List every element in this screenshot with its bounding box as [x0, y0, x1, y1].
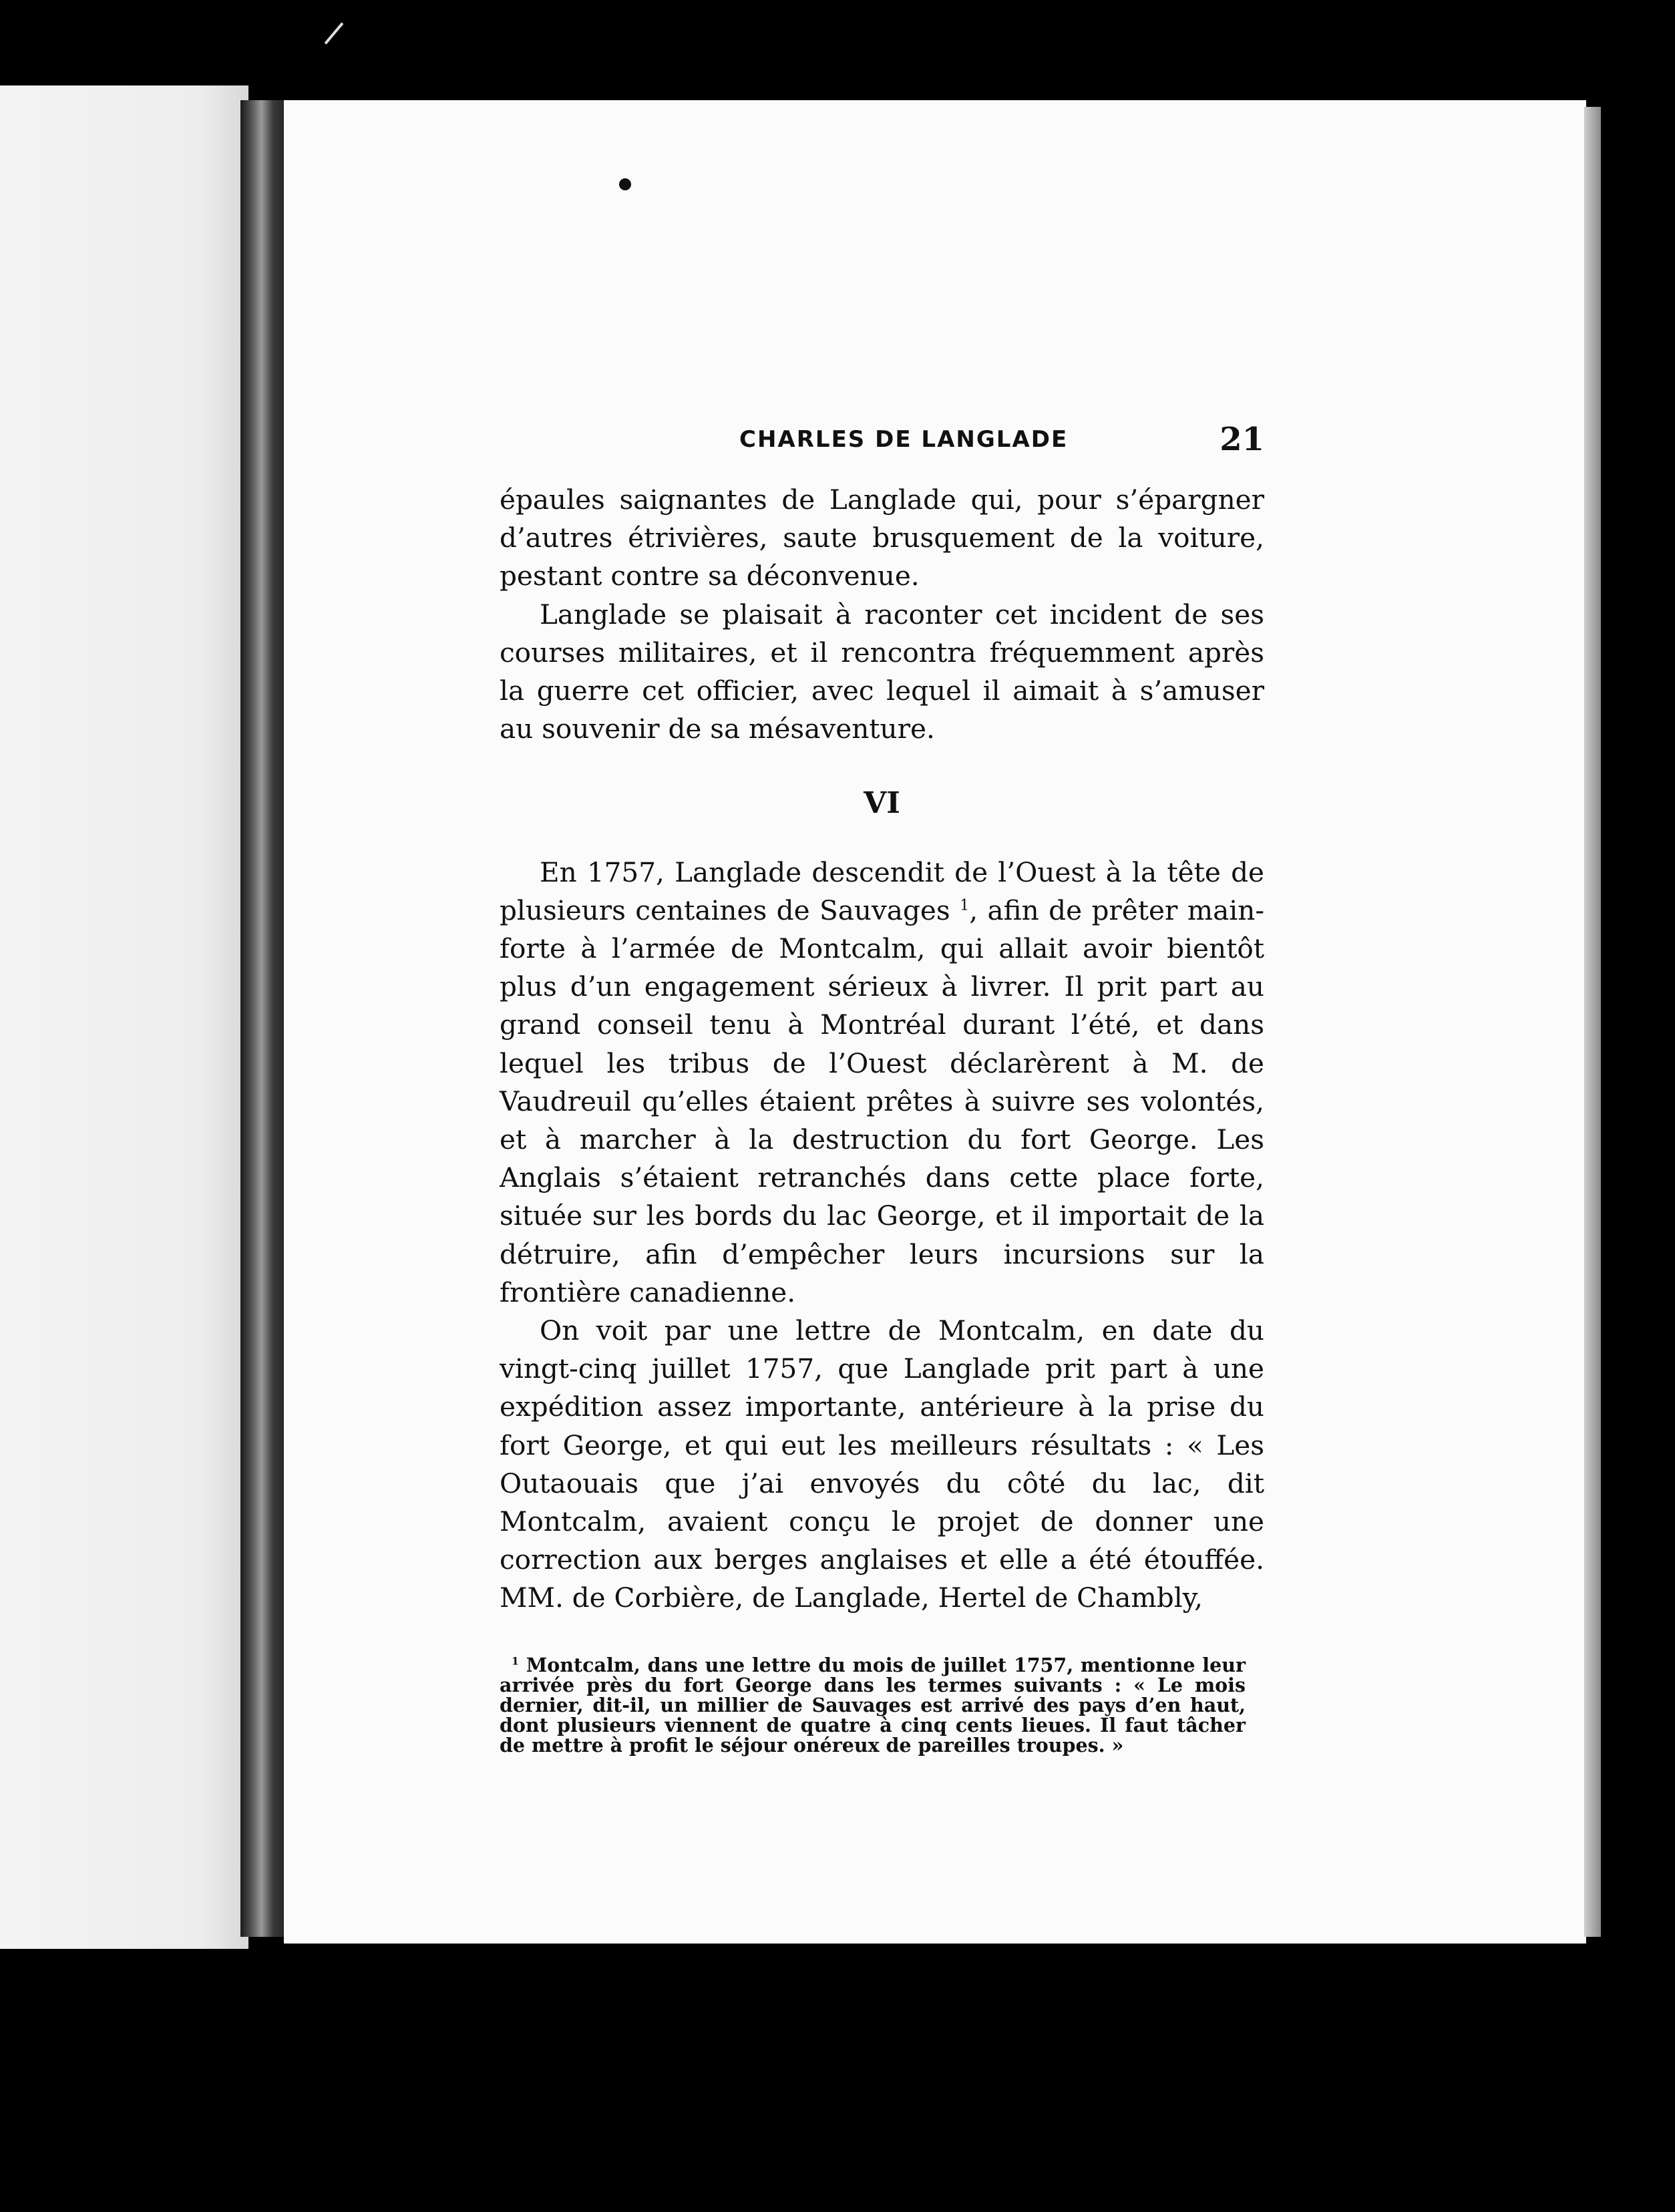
footnote-reference: 1	[960, 896, 970, 914]
footnote-text: Montcalm, dans une lettre du mois de juillet 1757, mentionne leur arrivée près du fort George dans les termes suivants : « Le mois dernier, dit-il, un millier de Sauvages est arrivé des pays d’en haut, dont plusieurs viennent de quatre à cinq cents lieues. Il faut tâcher de mettre à profit le séjour onéreux de pareilles troupes. »	[500, 1654, 1246, 1757]
book-gutter	[240, 100, 287, 1937]
body-text	[500, 481, 1264, 1618]
paragraph-text: En 1757, Langlade descendit de l’Ouest à la tête de plusieurs centaines de Sauvages	[500, 856, 1264, 926]
film-scratch	[325, 22, 344, 44]
footnotes	[500, 1655, 1246, 1755]
page-number: 21	[1220, 421, 1264, 458]
left-page-margin	[0, 85, 248, 1949]
page-header	[498, 421, 1264, 461]
paragraph	[500, 854, 1264, 1312]
ink-spot	[619, 178, 631, 190]
footnote-marker: 1	[512, 1654, 519, 1668]
footnote	[500, 1655, 1246, 1755]
paragraph: Langlade se plaisait à raconter cet incident de ses courses militaires, et il rencontra fréquemment après la guerre cet officier, avec lequel il aimait à s’amuser au souvenir de sa mésaventure.	[500, 598, 1264, 745]
page-edge-shadow	[1584, 107, 1601, 1937]
paragraph-text: , afin de prêter main-forte à l’armée de Montcalm, qui allait avoir bientôt plus d’un engagement sérieux à livrer. Il prit part au grand conseil tenu à Montréal durant l’été, et dans lequel les tribus de l’Ouest déclarèrent à M. de Vaudreuil qu’elles étaient prêtes à suivre ses volontés, et à marcher à la destruction du fort George. Les Anglais s’étaient retranchés dans cette place forte, située sur les bords du lac George, et il importait de la détruire, afin d’empêcher leurs incursions sur la frontière canadienne.	[500, 894, 1265, 1308]
section-heading: VI	[864, 786, 900, 821]
running-head: CHARLES DE LANGLADE	[739, 426, 1069, 453]
paragraph: épaules saignantes de Langlade qui, pour s’épargner d’autres étrivières, saute brusquement de la voiture, pestant contre sa déconvenue.	[500, 484, 1264, 592]
paragraph: On voit par une lettre de Montcalm, en date du vingt-cinq juillet 1757, que Langlade prit part à une expédition assez importante, antérieure à la prise du fort George, et qui eut les meilleurs résultats : « Les Outaouais que j’ai envoyés du côté du lac, dit Montcalm, avaient conçu le projet de donner une correction aux berges anglaises et elle a été étouffée. MM. de Corbière, de Langlade, Hertel de Chambly,	[500, 1314, 1264, 1614]
